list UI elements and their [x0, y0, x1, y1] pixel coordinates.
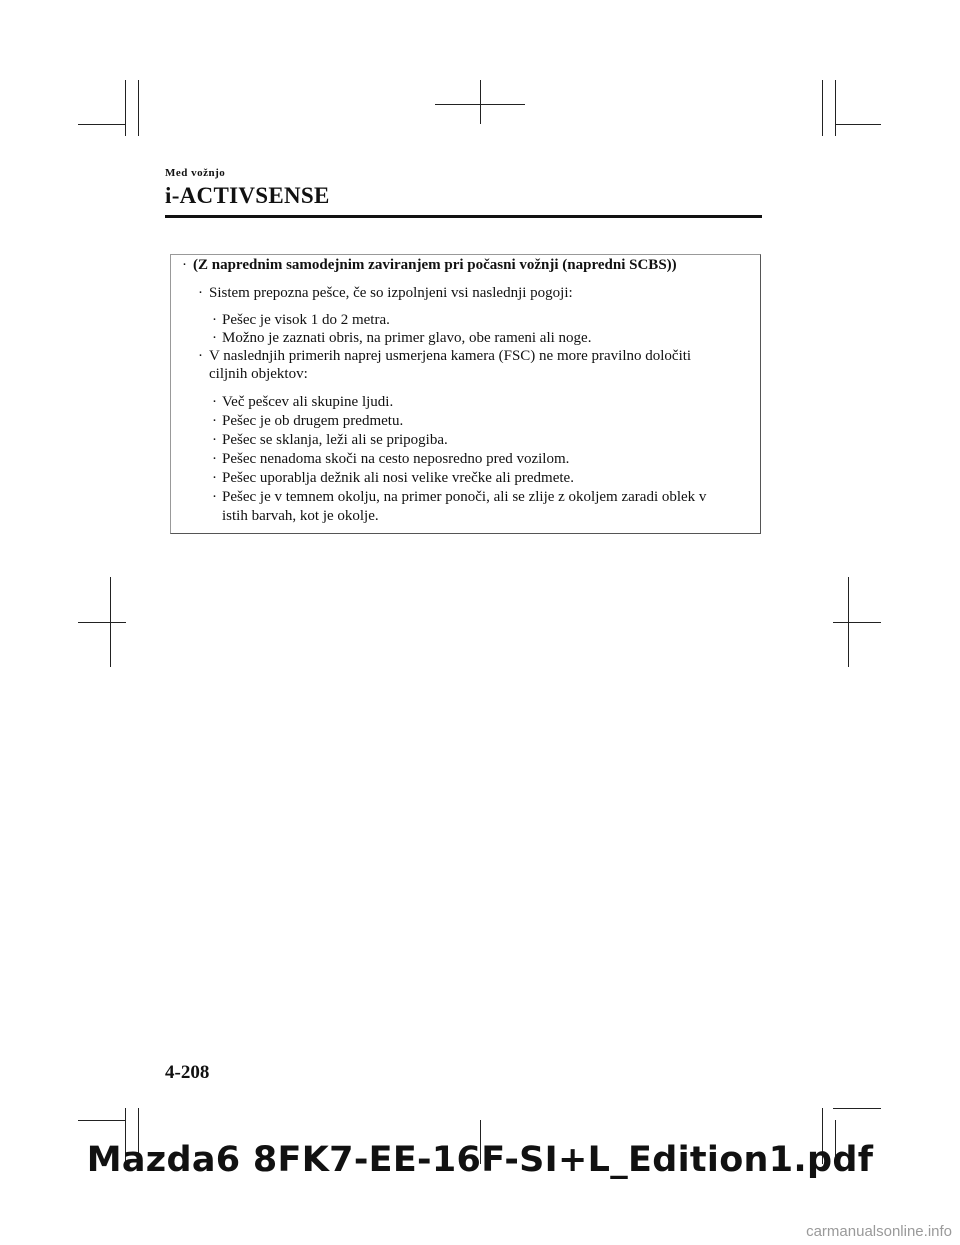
bullet-glyph: · — [212, 330, 217, 346]
list-item: Pešec je v temnem okolju, na primer ponoči, ali se zlije z okoljem zaradi oblek v — [222, 489, 707, 505]
list-item: Pešec se sklanja, leži ali se pripogiba. — [222, 432, 448, 448]
list-item: Pešec nenadoma skoči na cesto neposredno pred vozilom. — [222, 451, 570, 467]
title-divider — [165, 215, 762, 218]
bullet-2-text-continued: ciljnih objektov: — [209, 366, 308, 382]
list-item: Možno je zaznati obris, na primer glavo, obe rameni ali noge. — [222, 330, 592, 346]
list-item-continued: istih barvah, kot je okolje. — [222, 508, 379, 524]
list-item: Pešec je visok 1 do 2 metra. — [222, 312, 390, 328]
bullet-glyph: · — [198, 348, 203, 364]
bullet-glyph: · — [212, 413, 217, 429]
page-title: i-ACTIVSENSE — [165, 183, 330, 208]
footer-filename: Mazda6 8FK7-EE-16F-SI+L_Edition1.pdf — [86, 1140, 874, 1180]
note-heading: (Z naprednim samodejnim zaviranjem pri počasni vožnji (napredni SCBS)) — [193, 257, 677, 273]
footer-site-watermark: carmanualsonline.info — [806, 1223, 952, 1240]
list-item: Pešec uporablja dežnik ali nosi velike vrečke ali predmete. — [222, 470, 574, 486]
bullet-glyph: · — [198, 285, 203, 301]
page-number: 4-208 — [165, 1062, 210, 1083]
bullet-glyph: · — [212, 470, 217, 486]
bullet-glyph: · — [212, 312, 217, 328]
section-label: Med vožnjo — [165, 167, 226, 179]
bullet-glyph: · — [212, 489, 217, 505]
bullet-glyph: · — [212, 432, 217, 448]
bullet-glyph: · — [212, 451, 217, 467]
list-item: Več pešcev ali skupine ljudi. — [222, 394, 394, 410]
bullet-glyph: · — [182, 257, 187, 273]
bullet-2-text: V naslednjih primerih naprej usmerjena kamera (FSC) ne more pravilno določiti — [209, 348, 692, 364]
list-item: Pešec je ob drugem predmetu. — [222, 413, 404, 429]
bullet-glyph: · — [212, 394, 217, 410]
bullet-1-text: Sistem prepozna pešce, če so izpolnjeni vsi naslednji pogoji: — [209, 285, 573, 301]
